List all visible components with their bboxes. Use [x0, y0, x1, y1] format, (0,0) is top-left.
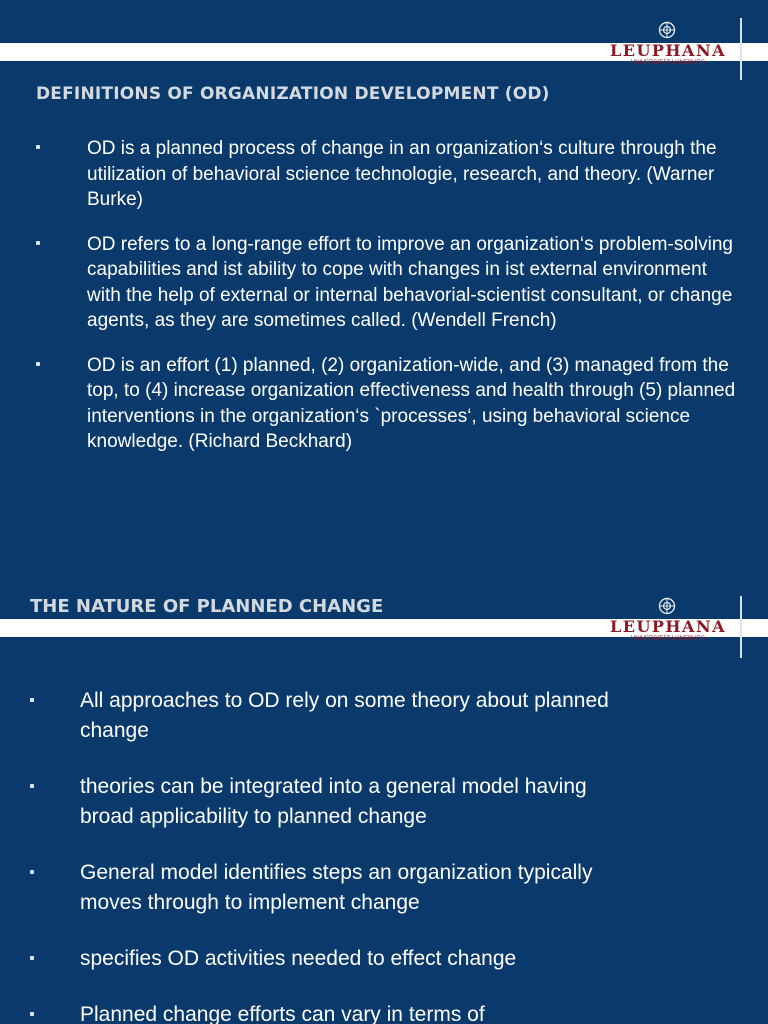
- bullet-item: [0, 353, 768, 455]
- bullet-list: [0, 686, 768, 1024]
- bullet-item: [0, 858, 768, 918]
- bullet-text: OD is an effort (1) planned, (2) organization-wide, and (3) managed from the top, to (4) increase organization effectiveness and health through (5) planned interventions in the organization‘s `processes‘, using behavioral science knowledge. (Richard Beckhard): [87, 354, 736, 452]
- bullet-text: OD refers to a long-range effort to improve an organization‘s problem-solving capabilities and ist ability to cope with changes in ist external environment with the help of external or internal behavorial-scientist consultant, or change agents, as they are sometimes called. (Wendell French): [87, 233, 733, 331]
- university-seal-icon: [658, 21, 676, 39]
- brand-name: LEUPHANA: [610, 617, 726, 636]
- slide-2: [0, 576, 768, 1024]
- bullet-item: [0, 136, 768, 213]
- slide-title: DEFINITIONS OF ORGANIZATION DEVELOPMENT (OD): [36, 84, 550, 104]
- bullet-text: General model identifies steps an organization typically moves through to implement change: [80, 861, 593, 914]
- bullet-icon: [36, 241, 40, 245]
- bullet-icon: [30, 784, 34, 788]
- bullet-icon: [30, 698, 34, 702]
- brand-name: LEUPHANA: [610, 41, 726, 60]
- bullet-text: Planned change efforts can vary in terms of: [80, 1003, 485, 1024]
- slide-title: THE NATURE OF PLANNED CHANGE: [30, 596, 384, 617]
- bullet-item: [0, 686, 768, 746]
- bullet-item: [0, 944, 768, 974]
- bullet-item: [0, 232, 768, 334]
- bullet-list: [0, 136, 768, 474]
- brand-subtitle: UNIVERSITÄT LÜNEBURG: [630, 60, 706, 66]
- bullet-text: OD is a planned process of change in an organization‘s culture through the utilization of behavioral science technologie, research, and theory. (Warner Burke): [87, 138, 717, 210]
- bullet-text: specifies OD activities needed to effect change: [80, 947, 517, 970]
- bullet-text: theories can be integrated into a general model having broad applicability to planned change: [80, 775, 587, 828]
- bullet-text: All approaches to OD rely on some theory about planned change: [80, 689, 609, 742]
- university-seal-icon: [658, 597, 676, 615]
- brand-subtitle: UNIVERSITÄT LÜNEBURG: [630, 636, 706, 642]
- bullet-icon: [36, 145, 40, 149]
- bullet-icon: [30, 1012, 34, 1016]
- bullet-icon: [30, 870, 34, 874]
- bullet-icon: [36, 362, 40, 366]
- bullet-item: [0, 1000, 768, 1024]
- bullet-item: [0, 772, 768, 832]
- bullet-icon: [30, 956, 34, 960]
